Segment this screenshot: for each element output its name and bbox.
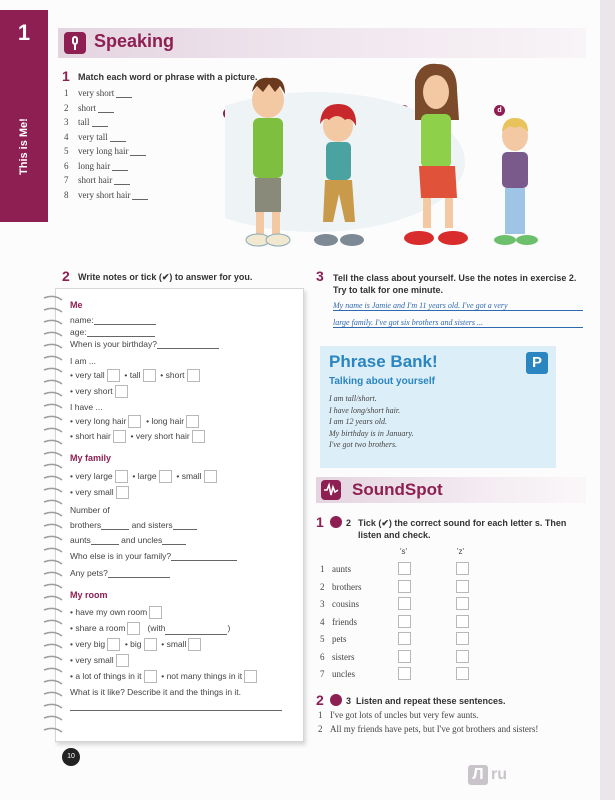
- s-checkbox[interactable]: [398, 562, 411, 575]
- page-number: 10: [62, 748, 80, 766]
- column-z-header: 'z': [457, 547, 465, 556]
- z-checkbox[interactable]: [456, 562, 469, 575]
- list-item: 3 tall: [64, 117, 148, 132]
- exercise-1-instruction: Match each word or phrase with a picture.: [78, 72, 258, 82]
- family-size-options: • very large • large • small: [70, 470, 217, 483]
- word-row: 3 cousins: [320, 599, 480, 617]
- age-field[interactable]: age:: [70, 327, 155, 337]
- sound-word-list: [320, 564, 480, 687]
- siblings-field[interactable]: brothers and sisters: [70, 520, 197, 530]
- exercise-3-answer-line-2: large family. I've got six brothers and sisters ...: [333, 318, 583, 328]
- checkbox[interactable]: [128, 415, 141, 428]
- exercise-3-instruction: Tell the class about yourself. Use the notes in exercise 2. Try to talk for one minute.: [333, 273, 577, 295]
- phrase-line: I am tall/short.: [329, 394, 377, 403]
- sentence: 2 All my friends have pets, but I've got brothers and sisters!: [318, 724, 539, 734]
- exercise-3-answer-line-1: My name is Jamie and I'm 11 years old. I've got a very: [333, 301, 583, 311]
- room-very-small-option: • very small: [70, 654, 129, 667]
- speaking-title: Speaking: [94, 31, 175, 51]
- word-row: 4 friends: [320, 617, 480, 635]
- s-checkbox[interactable]: [398, 667, 411, 680]
- s-checkbox[interactable]: [398, 580, 411, 593]
- checkbox[interactable]: [188, 638, 201, 651]
- things-options: • a lot of things in it • not many things in it: [70, 670, 257, 683]
- s-checkbox[interactable]: [398, 632, 411, 645]
- phrase-bank-box: [320, 346, 556, 468]
- unit-label: This is Me!: [18, 118, 30, 175]
- me-heading: Me: [70, 300, 83, 310]
- watermark: Л ru: [468, 765, 507, 785]
- checkbox[interactable]: [115, 385, 128, 398]
- checkbox[interactable]: [143, 369, 156, 382]
- checkbox[interactable]: [187, 369, 200, 382]
- hair-options-1: • very long hair • long hair: [70, 415, 199, 428]
- z-checkbox[interactable]: [456, 632, 469, 645]
- word-row: 5 pets: [320, 634, 480, 652]
- i-am-label: I am ...: [70, 356, 96, 366]
- checkbox[interactable]: [149, 606, 162, 619]
- spiral-binding: [40, 292, 64, 738]
- exercise-1-list: [64, 88, 148, 204]
- phrase-line: I've got two brothers.: [329, 440, 398, 449]
- z-checkbox[interactable]: [456, 650, 469, 663]
- describe-prompt: What is it like? Describe it and the things in it.: [70, 687, 242, 697]
- number-of-label: Number of: [70, 505, 110, 515]
- z-checkbox[interactable]: [456, 580, 469, 593]
- aunts-uncles-field[interactable]: aunts and uncles: [70, 535, 186, 545]
- checkbox[interactable]: [113, 430, 126, 443]
- checkbox[interactable]: [192, 430, 205, 443]
- checkbox[interactable]: [186, 415, 199, 428]
- audio-track-icon[interactable]: [330, 516, 342, 528]
- checkbox[interactable]: [244, 670, 257, 683]
- word-row: 1 aunts: [320, 564, 480, 582]
- sentence: 1 I've got lots of uncles but very few aunts.: [318, 710, 479, 720]
- phrase-bank-icon: P: [526, 352, 548, 374]
- name-field[interactable]: name:: [70, 315, 156, 325]
- picture-label-d: d: [494, 105, 505, 116]
- pets-field[interactable]: Any pets?: [70, 568, 170, 578]
- phrase-line: I am 12 years old.: [329, 417, 387, 426]
- soundspot-ex1-instruction: Tick (✔) the correct sound for each letter s. Then listen and check.: [358, 518, 567, 540]
- list-item: 5 very long hair: [64, 146, 148, 161]
- checkbox[interactable]: [204, 470, 217, 483]
- soundspot-title: SoundSpot: [352, 480, 443, 499]
- room-heading: My room: [70, 590, 108, 600]
- i-have-label: I have ...: [70, 402, 103, 412]
- checkbox[interactable]: [144, 638, 157, 651]
- birthday-field[interactable]: When is your birthday?: [70, 339, 219, 349]
- list-item: 2 short: [64, 103, 148, 118]
- checkbox[interactable]: [115, 470, 128, 483]
- checkbox[interactable]: [116, 654, 129, 667]
- word-row: 6 sisters: [320, 652, 480, 670]
- checkbox[interactable]: [159, 470, 172, 483]
- exercise-2-instruction: Write notes or tick (✔) to answer for you.: [78, 272, 253, 282]
- checkbox[interactable]: [107, 369, 120, 382]
- unit-tab: [0, 10, 48, 222]
- share-room-option: • share a room (with ): [70, 622, 230, 635]
- family-very-small-option: • very small: [70, 486, 129, 499]
- microphone-icon: [64, 32, 86, 54]
- soundwave-icon: [321, 480, 341, 500]
- describe-answer-line[interactable]: [70, 710, 282, 711]
- watermark-logo: Л: [468, 765, 488, 785]
- height-options: • very tall • tall • short: [70, 369, 200, 382]
- soundspot-ex2-number: 2: [316, 692, 324, 708]
- checkbox[interactable]: [116, 486, 129, 499]
- s-checkbox[interactable]: [398, 615, 411, 628]
- exercise-1-number: 1: [62, 68, 70, 84]
- sentence-list: [318, 710, 588, 735]
- s-checkbox[interactable]: [398, 597, 411, 610]
- family-heading: My family: [70, 453, 112, 463]
- list-item: 6 long hair: [64, 161, 148, 176]
- audio-track-icon[interactable]: [330, 694, 342, 706]
- list-item: 7 short hair: [64, 175, 148, 190]
- character-d: [494, 118, 538, 245]
- unit-number: 1: [17, 20, 31, 45]
- phrase-line: My birthday is in January.: [329, 428, 414, 438]
- soundspot-ex2-track: 3: [346, 696, 352, 706]
- characters-illustration: [225, 62, 555, 258]
- soundspot-ex1-track: 2: [346, 518, 352, 528]
- checkbox[interactable]: [144, 670, 157, 683]
- exercise-2-number: 2: [62, 268, 70, 284]
- phrase-bank-subtitle: Talking about yourself: [329, 376, 435, 387]
- exercise-3-number: 3: [316, 268, 324, 284]
- who-else-field[interactable]: Who else is in your family?: [70, 551, 237, 561]
- hair-options-2: • short hair • very short hair: [70, 430, 205, 443]
- phrase-line: I have long/short hair.: [329, 405, 401, 415]
- s-checkbox[interactable]: [398, 650, 411, 663]
- soundspot-ex1-number: 1: [316, 514, 324, 530]
- word-row: 2 brothers: [320, 582, 480, 600]
- word-row: 7 uncles: [320, 669, 480, 687]
- phrase-bank-title: Phrase Bank!: [329, 352, 438, 371]
- z-checkbox[interactable]: [456, 597, 469, 610]
- z-checkbox[interactable]: [456, 667, 469, 680]
- room-size-options: • very big • big • small: [70, 638, 201, 651]
- list-item: 4 very tall: [64, 132, 148, 147]
- soundspot-ex2-instruction: Listen and repeat these sentences.: [356, 696, 506, 706]
- very-short-option: • very short: [70, 385, 128, 398]
- column-s-header: 's': [400, 547, 408, 556]
- own-room-option: • have my own room: [70, 606, 162, 619]
- checkbox[interactable]: [107, 638, 120, 651]
- list-item: 8 very short hair: [64, 190, 148, 205]
- list-item: 1 very short: [64, 88, 148, 103]
- z-checkbox[interactable]: [456, 615, 469, 628]
- phrase-bank-lines: [329, 394, 414, 452]
- checkbox[interactable]: [127, 622, 140, 635]
